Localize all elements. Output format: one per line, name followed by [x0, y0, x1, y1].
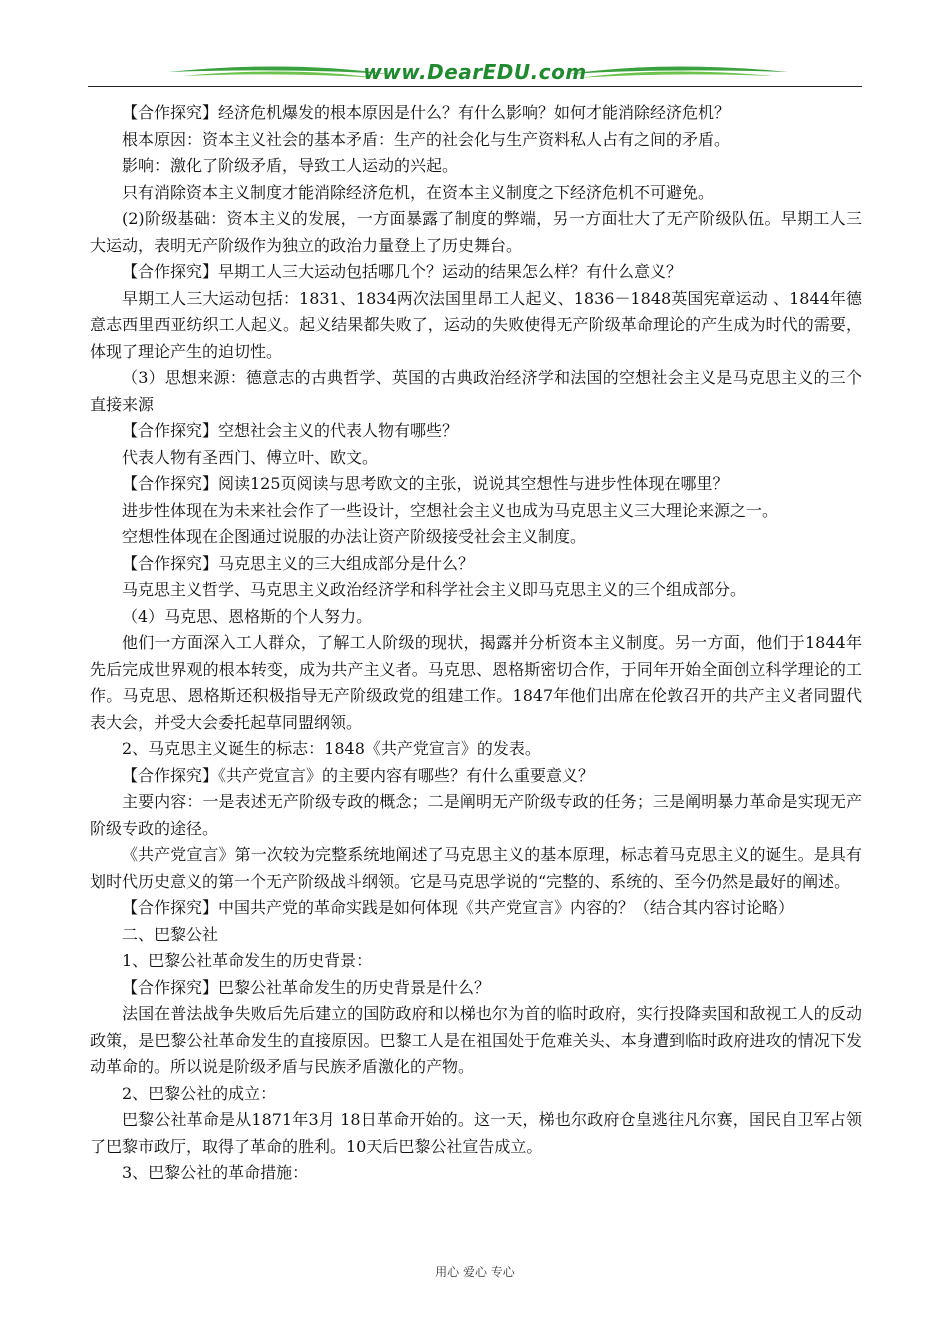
paragraph: 马克思主义哲学、马克思主义政治经济学和科学社会主义即马克思主义的三个组成部分。 — [122, 580, 747, 599]
page-header — [88, 58, 862, 92]
paragraph: 2、马克思主义诞生的标志：1848《共产党宣言》的发表。 — [122, 739, 541, 758]
paragraph: 空想性体现在企图通过说服的办法让资产阶级接受社会主义制度。 — [122, 527, 587, 546]
paragraph: 【合作探究】经济危机爆发的根本原因是什么？有什么影响？如何才能消除经济危机？ — [122, 103, 731, 122]
paragraph: 他们一方面深入工人群众，了解工人阶级的现状，揭露并分析资本主义制度。另一方面，他们于1844年先后完成世界观的根本转变，成为共产主义者。马克思、恩格斯密切合作，于同年开始全面创立科学理论的工作。马克思、恩格斯还积极指导无产阶级政党的组建工作。1847年他们出席在伦敦召开的共产主义者同盟代表大会，并受大会委托起草同盟纲领。 — [90, 633, 862, 732]
paragraph: 早期工人三大运动包括：1831、1834两次法国里昂工人起义、1836－1848英国宪章运动 、1844年德意志西里西亚纺织工人起义。起义结果都失败了，运动的失败使得无产阶级革命理论的产生成为时代的需要，体现了理论产生的迫切性。 — [90, 288, 862, 361]
header-divider — [88, 86, 862, 87]
paragraph: 【合作探究】巴黎公社革命发生的历史背景是什么？ — [122, 977, 491, 997]
paragraph: 【合作探究】阅读125页阅读与思考欧文的主张，说说其空想性与进步性体现在哪里？ — [122, 474, 729, 493]
paragraph: 【合作探究】马克思主义的三大组成部分是什么？ — [122, 553, 475, 573]
paragraph: 根本原因：资本主义社会的基本矛盾：生产的社会化与生产资料私人占有之间的矛盾。 — [122, 129, 731, 149]
paragraph: 进步性体现在为未来社会作了一些设计，空想社会主义也成为马克思主义三大理论来源之一。 — [122, 500, 779, 520]
paragraph: 【合作探究】中国共产党的革命实践是如何体现《共产党宣言》内容的？（结合其内容讨论略） — [122, 898, 795, 917]
paragraph: 【合作探究】《共产党宣言》的主要内容有哪些？有什么重要意义？ — [122, 765, 595, 785]
paragraph: 2、巴黎公社的成立： — [122, 1083, 277, 1103]
paragraph: (2)阶级基础：资本主义的发展，一方面暴露了制度的弊端，另一方面壮大了无产阶级队伍。早期工人三大运动，表明无产阶级作为独立的政治力量登上了历史舞台。 — [90, 209, 862, 255]
paragraph: （3）思想来源：德意志的古典哲学、英国的古典政治经济学和法国的空想社会主义是马克思主义的三个直接来源 — [90, 368, 862, 414]
site-logo: www.DearEDU.com — [363, 60, 587, 84]
paragraph: 只有消除资本主义制度才能消除经济危机，在资本主义制度之下经济危机不可避免。 — [122, 182, 715, 202]
paragraph: 【合作探究】空想社会主义的代表人物有哪些？ — [122, 421, 459, 440]
document-body — [90, 100, 862, 1187]
paragraph: 代表人物有圣西门、傅立叶、欧文。 — [122, 447, 379, 467]
section-heading: 二、巴黎公社 — [122, 924, 219, 944]
paragraph: 法国在普法战争失败后先后建立的国防政府和以梯也尔为首的临时政府，实行投降卖国和敌视工人的反动政策，是巴黎公社革命发生的直接原因。巴黎工人是在祖国处于危难关头、本身遭到临时政府进攻的情况下发动革命的。所以说是阶级矛盾与民族矛盾激化的产物。 — [90, 1004, 862, 1076]
page-footer: 用心 爱心 专心 — [435, 1265, 515, 1279]
paragraph: 巴黎公社革命是从1871年3月 18日革命开始的。这一天，梯也尔政府仓皇逃往凡尔赛，国民自卫军占领了巴黎市政厅，取得了革命的胜利。10天后巴黎公社宣告成立。 — [90, 1110, 862, 1156]
paragraph: 《共产党宣言》第一次较为完整系统地阐述了马克思主义的基本原理，标志着马克思主义的诞生。是具有划时代历史意义的第一个无产阶级战斗纲领。它是马克思学说的“完整的、系统的、至今仍然是最好的阐述。 — [90, 845, 862, 891]
paragraph: 影响：激化了阶级矛盾，导致工人运动的兴起。 — [122, 156, 459, 175]
paragraph: 3、巴黎公社的革命措施： — [122, 1163, 309, 1182]
paragraph: 主要内容：一是表述无产阶级专政的概念；二是阐明无产阶级专政的任务；三是阐明暴力革命是实现无产阶级专政的途径。 — [90, 792, 862, 838]
paragraph: （4）马克思、恩格斯的个人努力。 — [122, 606, 373, 626]
paragraph: 【合作探究】早期工人三大运动包括哪几个？运动的结果怎么样？有什么意义？ — [122, 262, 683, 281]
paragraph: 1、巴黎公社革命发生的历史背景： — [122, 951, 373, 970]
